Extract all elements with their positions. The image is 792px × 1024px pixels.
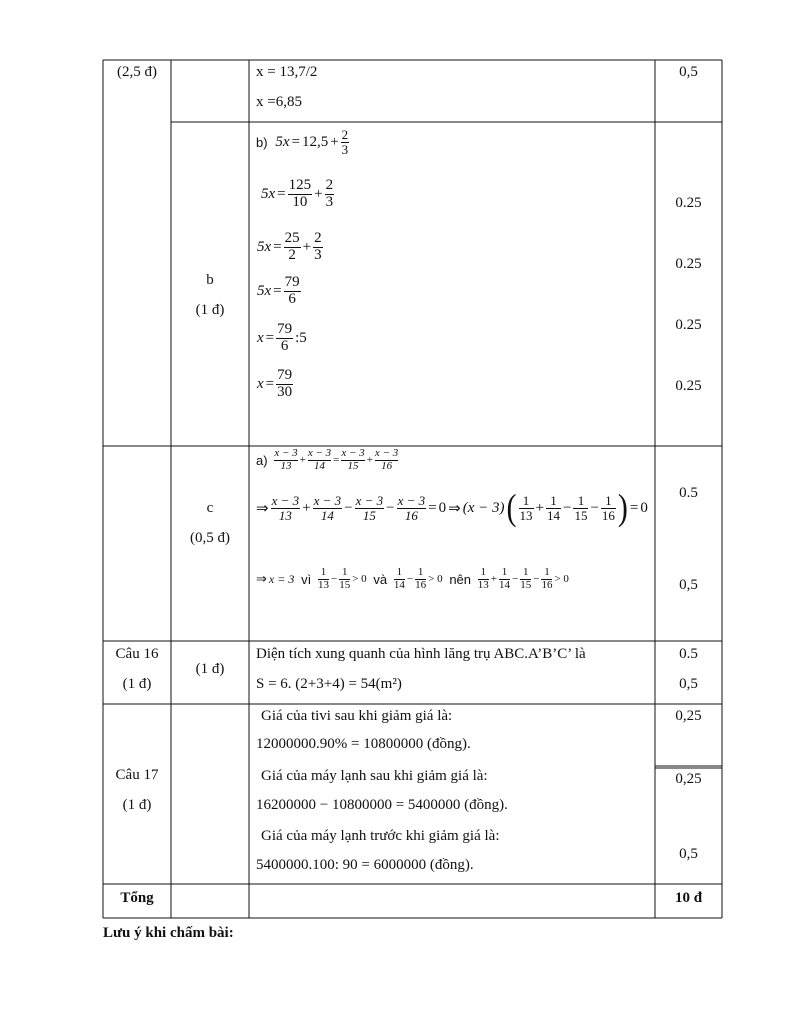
row2-point-4: 0.25 [675,378,702,394]
row3-point-1: 0.5 [679,485,698,501]
equation-c-2: ⇒ $\frac{x - 3}{13}$ + $\frac{x - 3}{14}$ − $\frac{x - 3}{15}$ − $\frac{x - 3}{16}$ = 0 ⇒ (x − 3) ( $\frac{1}{13}$ + $\frac{1}{14}$ − $\frac{1}{15}$ − $\frac{1}{16}$ ) = 0 [256,486,648,528]
row1-point: 0,5 [679,64,698,80]
cau-16-point-1: 0.5 [679,646,698,662]
equation-b-3: 5x = $\frac{25}{2}$ + $\frac{2}{3}$ [257,230,322,263]
row2-point-3: 0.25 [675,317,702,333]
cau-16-score: (1 đ) [122,676,152,692]
row2-point-2: 0.25 [675,256,702,272]
cau-16-label: Câu 16 [115,646,159,662]
cau-16-part-score: (1 đ) [195,661,225,677]
part-score-c: (0,5 đ) [190,530,230,546]
row1-line-2: x =6,85 [256,94,302,110]
cau-16-point-2: 0,5 [679,676,698,692]
cau-17-line-1: Giá của tivi sau khi giảm giá là: [261,708,453,724]
total-label: Tổng [120,890,154,906]
cau-17-score: (1 đ) [122,797,152,813]
equation-c-1: a) $\frac{x - 3}{13}$ + $\frac{x - 3}{14}$ = $\frac{x - 3}{15}$ + $\frac{x - 3}{16}$ [256,447,399,472]
part-label-b: b [206,272,214,288]
row1-line-1: x = 13,7/2 [256,64,318,80]
row3-point-2: 0,5 [679,577,698,593]
cau-16-line-2: S = 6. (2+3+4) = 54(m²) [256,676,402,692]
equation-b-5: x = $\frac{79}{6}$ :5 [257,321,307,354]
total-value: 10 đ [674,890,703,906]
cau-17-point-2: 0,25 [675,771,702,787]
cau-17-point-1: 0,25 [675,708,702,724]
cau-17-line-6: 5400000.100: 90 = 6000000 (đồng). [256,857,474,873]
part-score-b: (1 đ) [195,302,225,318]
row2-point-1: 0.25 [675,195,702,211]
equation-b-6: x = $\frac{79}{30}$ [257,367,293,400]
equation-c-3: ⇒ x = 3 vì $\frac{1}{13}$ − $\frac{1}{15}$ > 0 và $\frac{1}{14}$ − $\frac{1}{16}$ > 0 nên $\frac{1}{13}$ + $\frac{1}{14}$ − $\frac{1}{15}$ − $\frac{1}{16}$ > 0 [256,566,569,591]
cau-16-line-1: Diện tích xung quanh của hình lăng trụ ABC.A’B’C’ là [256,646,586,662]
cau-17-label: Câu 17 [115,767,159,783]
cau-score: (2,5 đ) [117,64,157,80]
cau-17-point-3: 0,5 [679,846,698,862]
grading-note-heading: Lưu ý khi chấm bài: [103,925,234,941]
cau-17-line-3: Giá của máy lạnh sau khi giảm giá là: [261,768,488,784]
equation-b-1: b) 5x = 12,5 + $\frac{2}{3}$ [256,127,349,157]
cau-17-line-2: 12000000.90% = 10800000 (đồng). [256,736,471,752]
part-label-c: c [206,500,214,516]
equation-b-4: 5x = $\frac{79}{6}$ [257,274,300,307]
equation-b-2: 5x = $\frac{125}{10}$ + $\frac{2}{3}$ [261,177,334,210]
cau-17-line-5: Giá của máy lạnh trước khi giảm giá là: [261,828,500,844]
cau-17-line-4: 16200000 − 10800000 = 5400000 (đồng). [256,797,508,813]
